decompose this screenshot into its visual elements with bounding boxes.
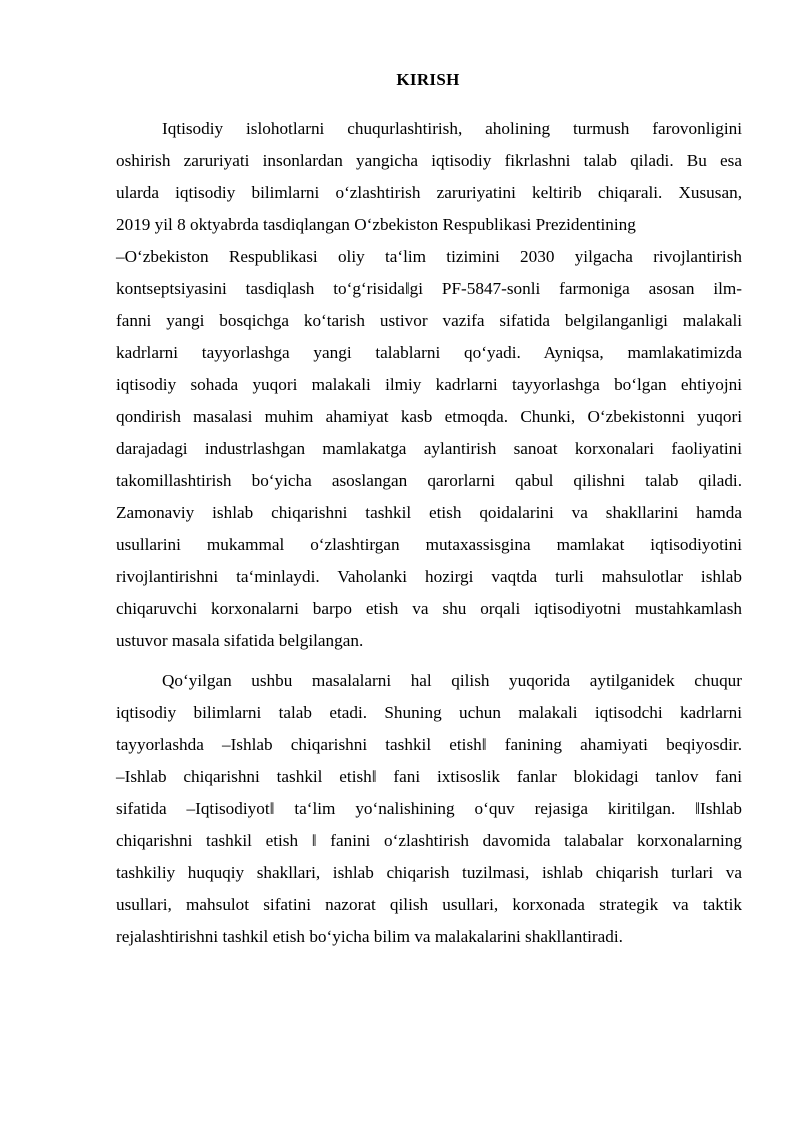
paragraph-line: qondirish masalasi muhim ahamiyat kasb etmoqda. Chunki, O‘zbekistonni yuqori [116, 407, 742, 426]
paragraph-line: Zamonaviy ishlab chiqarishni tashkil etish qoidalarini va shakllarini hamda [116, 503, 742, 522]
paragraph-line: takomillashtirish bo‘yicha asoslangan qarorlarni qabul qilishni talab qiladi. [116, 471, 742, 490]
paragraph-line: –Ishlab chiqarishni tashkil etish‖ fani ixtisoslik fanlar blokidagi tanlov fani [116, 767, 742, 786]
paragraph-line: tayyorlashda –Ishlab chiqarishni tashkil etish‖ fanining ahamiyati beqiyosdir. [116, 735, 742, 754]
paragraph-line: ularda iqtisodiy bilimlarni o‘zlashtirish zaruriyatini keltirib chiqarali. Xususan, [116, 183, 742, 202]
paragraph-line: Qo‘yilgan ushbu masalalarni hal qilish yuqorida aytilganidek chuqur [162, 671, 742, 690]
paragraph-line: 2019 yil 8 oktyabrda tasdiqlangan O‘zbekiston Respublikasi Prezidentining [116, 215, 636, 234]
paragraph-line: usullarini mukammal o‘zlashtirgan mutaxassisgina mamlakat iqtisodiyotini [116, 535, 742, 554]
paragraph-line: ustuvor masala sifatida belgilangan. [116, 631, 364, 650]
paragraph-line: kadrlarni tayyorlashga yangi talablarni qo‘yadi. Ayniqsa, mamlakatimizda [116, 343, 742, 362]
paragraph-line: fanni yangi bosqichga ko‘tarish ustivor vazifa sifatida belgilanganligi malakali [116, 311, 742, 330]
paragraph-line: –O‘zbekiston Respublikasi oliy ta‘lim tizimini 2030 yilgacha rivojlantirish [116, 247, 742, 266]
paragraph-line: kontseptsiyasini tasdiqlash to‘g‘risida‖gi PF-5847-sonli farmoniga asosan ilm- [116, 279, 742, 298]
paragraph-line: tashkiliy huquqiy shakllari, ishlab chiqarish tuzilmasi, ishlab chiqarish turlari va [116, 863, 742, 882]
paragraph-line: chiqaruvchi korxonalarni barpo etish va shu orqali iqtisodiyotni mustahkamlash [116, 599, 742, 618]
paragraph-line: chiqarishni tashkil etish ‖ fanini o‘zlashtirish davomida talabalar korxonalarning [116, 831, 742, 850]
paragraph-line: darajadagi industrlashgan mamlakatga aylantirish sanoat korxonalari faoliyatini [116, 439, 742, 458]
paragraph-line: Iqtisodiy islohotlarni chuqurlashtirish, aholining turmush farovonligini [162, 119, 742, 138]
paragraph-line: sifatida –Iqtisodiyot‖ ta‘lim yo‘nalishining o‘quv rejasiga kiritilgan. ‖Ishlab [116, 799, 742, 818]
paragraph-line: iqtisodiy sohada yuqori malakali ilmiy kadrlarni tayyorlashga bo‘lgan ehtiyojni [116, 375, 742, 394]
paragraph-line: usullari, mahsulot sifatini nazorat qilish usullari, korxonada strategik va taktik [116, 895, 742, 914]
paragraph-line: rejalashtirishni tashkil etish bo‘yicha bilim va malakalarini shakllantiradi. [116, 927, 623, 946]
paragraph-line: rivojlantirishni ta‘minlaydi. Vaholanki hozirgi vaqtda turli mahsulotlar ishlab [116, 567, 742, 586]
paragraph-line: iqtisodiy bilimlarni talab etadi. Shuning uchun malakali iqtisodchi kadrlarni [116, 703, 742, 722]
paragraph-line: oshirish zaruriyati insonlardan yangicha iqtisodiy fikrlashni talab qiladi. Bu esa [116, 151, 742, 170]
page-title: KIRISH [396, 70, 460, 89]
